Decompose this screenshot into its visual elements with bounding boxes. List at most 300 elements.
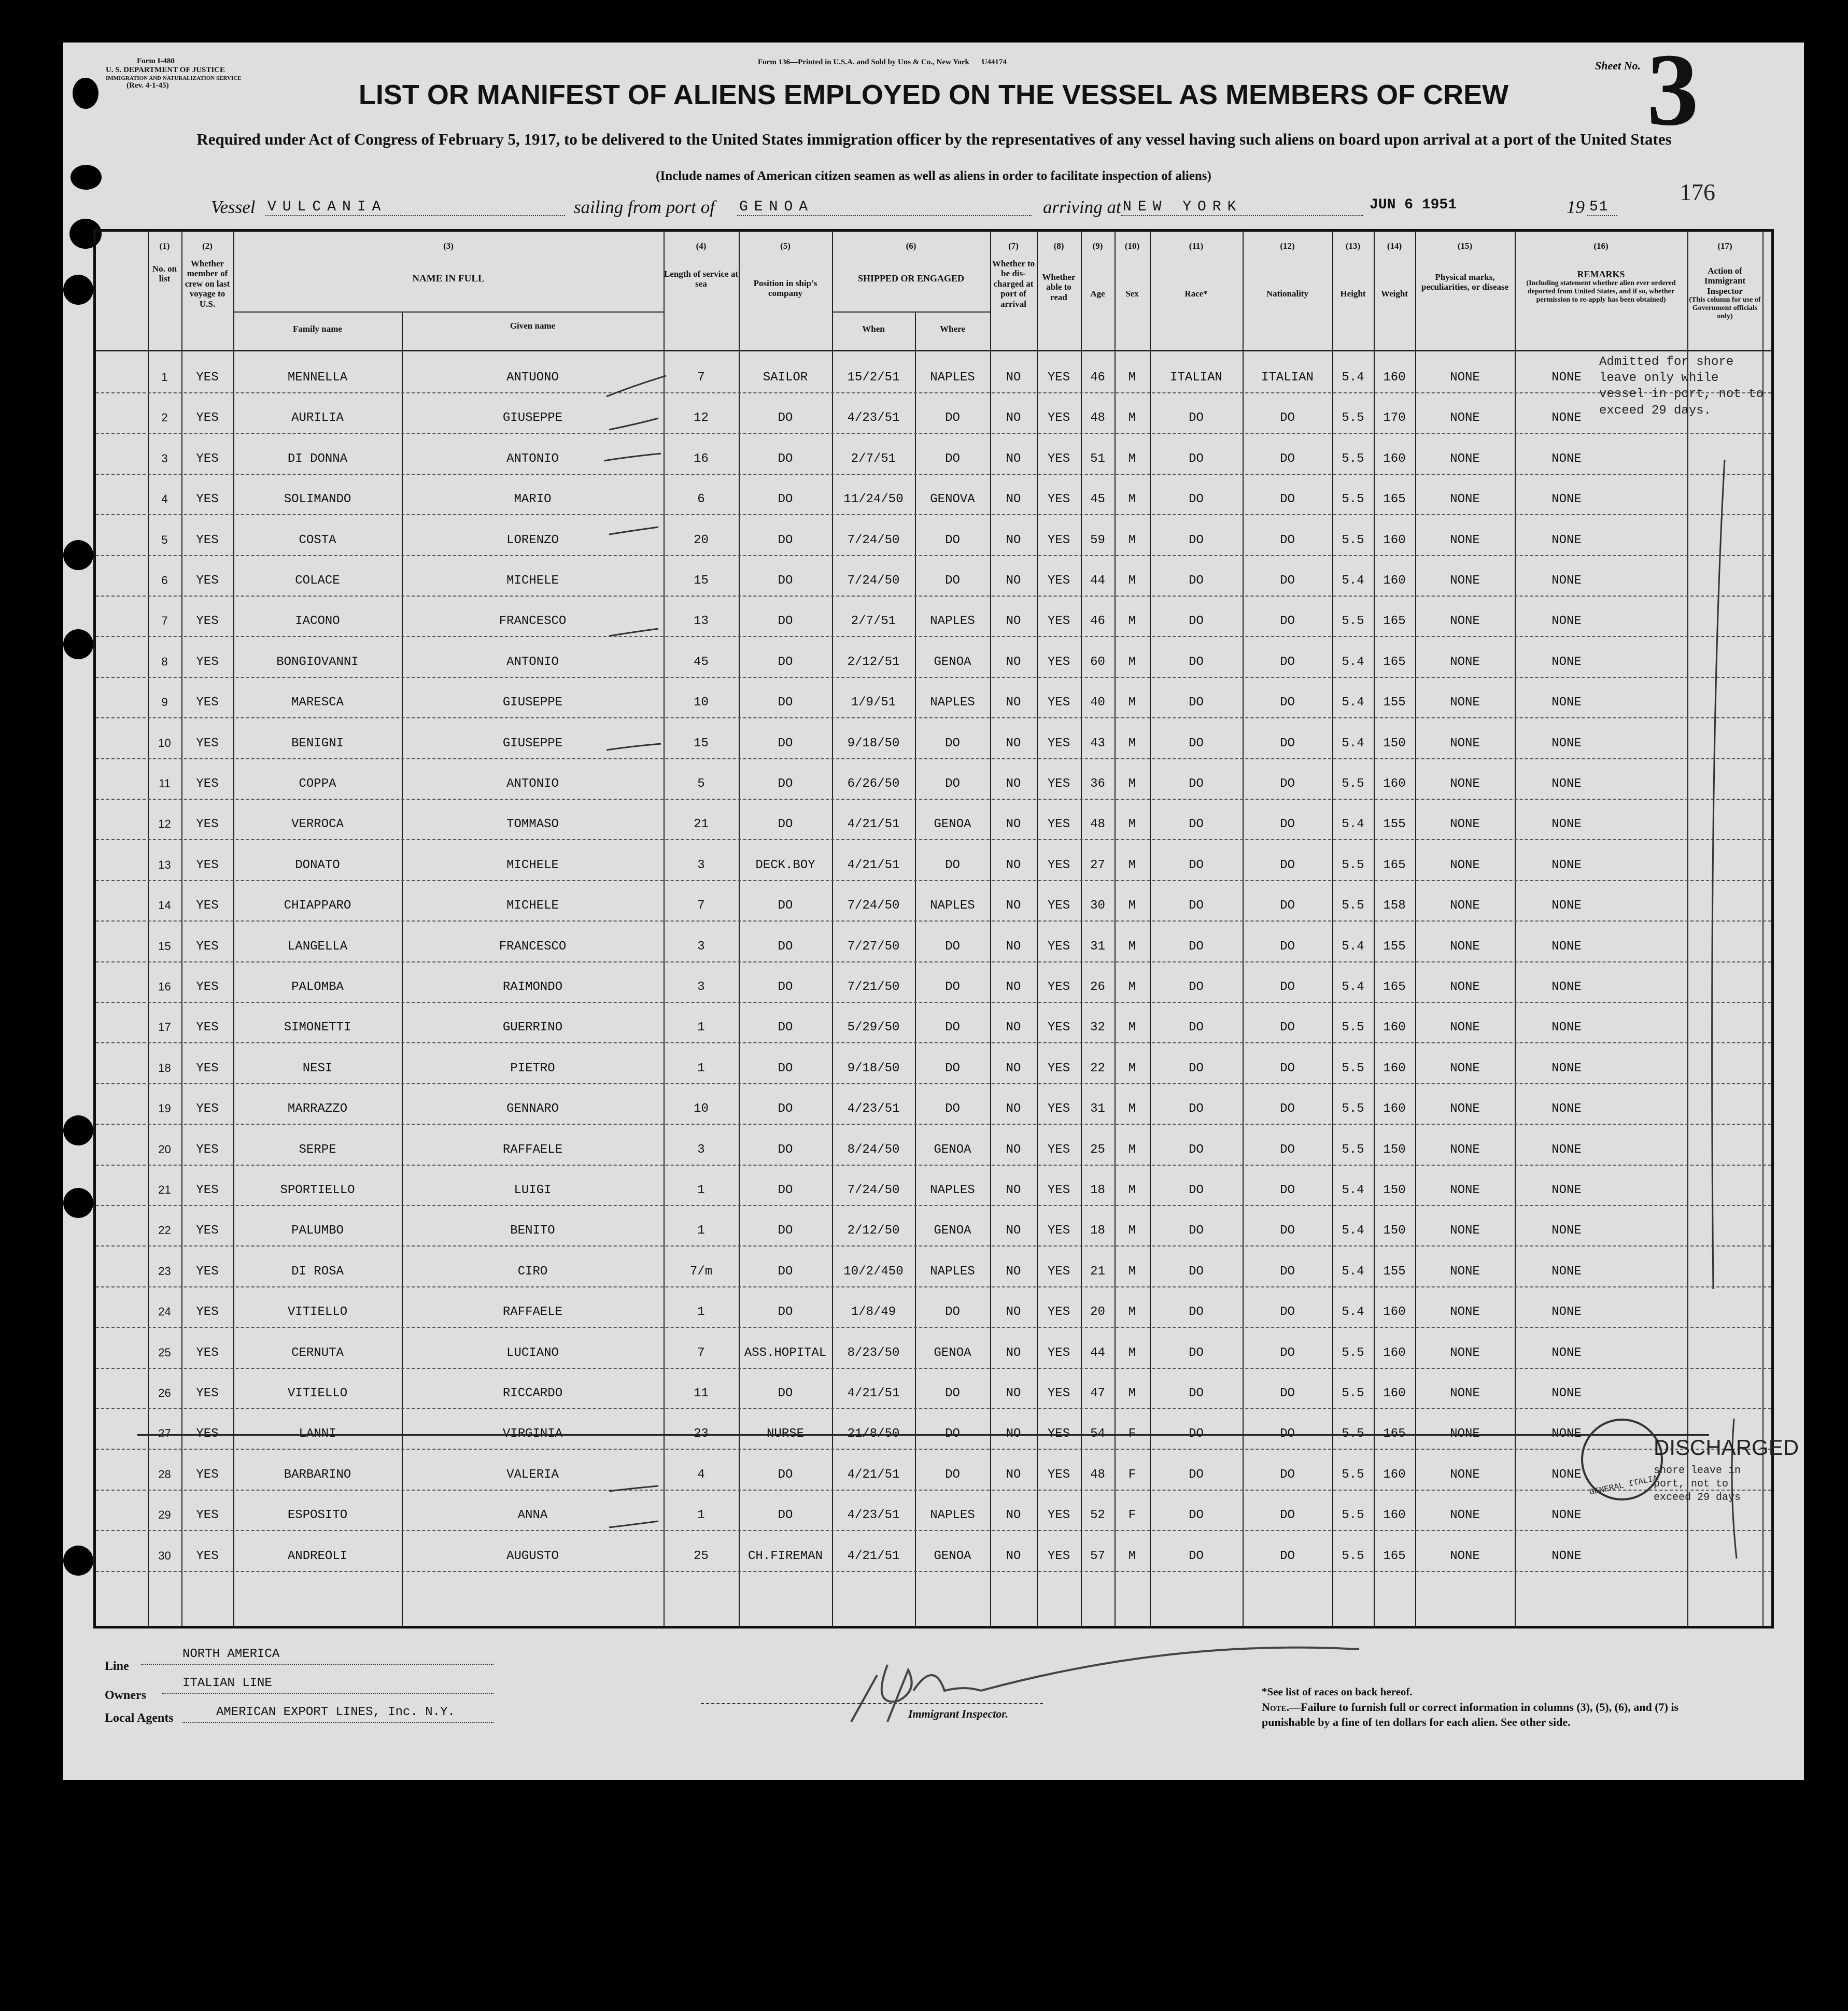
cell-sex: F <box>1128 1508 1136 1523</box>
cell-remarks: NONE <box>1551 614 1582 629</box>
cell-position: DO <box>778 1061 793 1075</box>
cell-row-number: 24 <box>158 1305 171 1319</box>
cell-race: DO <box>1189 858 1204 872</box>
cell-position: SAILOR <box>763 371 808 385</box>
cell-shipped-when: 11/24/50 <box>843 492 904 507</box>
cell-shipped-where: DO <box>945 1305 960 1320</box>
cell-race: DO <box>1189 1346 1204 1360</box>
cell-shipped-when: 9/18/50 <box>847 1061 900 1075</box>
col-12-header: (12) Nationality <box>1266 241 1309 299</box>
cell-age: 44 <box>1090 574 1105 588</box>
cell-nationality: DO <box>1280 1183 1295 1197</box>
cell-discharged: NO <box>1006 817 1021 832</box>
cell-shipped-when: 1/8/49 <box>851 1305 896 1320</box>
cell-given-name: MICHELE <box>506 899 559 913</box>
cell-remarks: NONE <box>1551 1386 1582 1400</box>
cell-nationality: DO <box>1280 939 1295 954</box>
col-9-header: (9) Age <box>1090 241 1105 299</box>
cell-shipped-when: 5/29/50 <box>847 1021 900 1035</box>
cell-last-voyage: YES <box>196 1102 219 1116</box>
cell-discharged: NO <box>1006 1142 1021 1157</box>
cell-given-name: MICHELE <box>506 858 559 872</box>
cell-service-length: 3 <box>697 858 705 872</box>
cell-shipped-when: 7/24/50 <box>847 899 900 913</box>
cell-service-length: 11 <box>694 1386 709 1400</box>
cell-remarks: NONE <box>1551 1508 1582 1523</box>
cell-weight: 165 <box>1383 1427 1406 1441</box>
cell-row-number: 28 <box>158 1467 171 1481</box>
cell-remarks: NONE <box>1551 1467 1582 1482</box>
cell-position: DO <box>778 1508 793 1523</box>
cell-family-name: PALUMBO <box>291 1224 344 1238</box>
cell-service-length: 15 <box>694 574 709 588</box>
cell-race: DO <box>1189 1142 1204 1157</box>
cell-last-voyage: YES <box>196 1183 219 1197</box>
cell-given-name: GIUSEPPE <box>502 411 563 426</box>
cell-family-name: BENIGNI <box>291 736 344 750</box>
cell-shipped-when: 4/21/51 <box>847 817 900 832</box>
cell-height: 5.5 <box>1342 1467 1364 1482</box>
cell-shipped-where: GENOA <box>934 1224 971 1238</box>
cell-discharged: NO <box>1006 899 1021 913</box>
cell-weight: 165 <box>1383 980 1406 994</box>
cell-last-voyage: YES <box>196 1508 219 1523</box>
cell-shipped-where: DO <box>945 1102 960 1116</box>
cell-service-length: 1 <box>697 1021 705 1035</box>
cell-race: DO <box>1189 736 1204 750</box>
cell-given-name: FRANCESCO <box>499 939 567 954</box>
cell-shipped-when: 9/18/50 <box>847 736 900 750</box>
cell-nationality: DO <box>1280 1386 1295 1400</box>
cell-family-name: SERPE <box>299 1142 336 1157</box>
races-note: *See list of races on back hereof. <box>1262 1686 1413 1698</box>
col-11-header: (11) Race* <box>1184 241 1208 299</box>
cell-physical-marks: NONE <box>1450 1264 1480 1279</box>
cell-discharged: NO <box>1006 1061 1021 1075</box>
cell-height: 5.5 <box>1342 533 1364 547</box>
cell-shipped-when: 21/8/50 <box>847 1427 900 1441</box>
cell-discharged: NO <box>1006 1549 1021 1563</box>
cell-physical-marks: NONE <box>1450 817 1480 832</box>
seal-text: GENERAL ITALIA <box>1588 1474 1659 1497</box>
cell-shipped-where: GENOA <box>934 655 971 669</box>
revision: (Rev. 4-1-45) <box>126 81 169 90</box>
cell-weight: 150 <box>1383 736 1406 750</box>
cell-weight: 165 <box>1383 492 1406 507</box>
cell-able-to-read: YES <box>1047 1467 1070 1482</box>
cell-service-length: 1 <box>697 1305 705 1320</box>
cell-race: DO <box>1189 411 1204 426</box>
cell-nationality: DO <box>1280 696 1295 710</box>
cell-service-length: 25 <box>694 1549 709 1563</box>
cell-height: 5.4 <box>1342 980 1364 994</box>
cell-sex: M <box>1128 899 1136 913</box>
cell-family-name: AURILIA <box>291 411 344 426</box>
cell-last-voyage: YES <box>196 1427 219 1441</box>
cell-physical-marks: NONE <box>1450 614 1480 629</box>
cell-physical-marks: NONE <box>1450 1549 1480 1563</box>
cell-age: 46 <box>1090 371 1105 385</box>
cell-remarks: NONE <box>1551 1305 1582 1320</box>
cell-age: 31 <box>1090 939 1105 954</box>
manifest-title: LIST OR MANIFEST OF ALIENS EMPLOYED ON THE VESSEL AS MEMBERS OF CREW <box>358 79 1509 110</box>
line-label: Line <box>105 1660 129 1673</box>
cell-last-voyage: YES <box>196 492 219 507</box>
cell-shipped-where: DO <box>945 858 960 872</box>
cell-height: 5.5 <box>1342 1508 1364 1523</box>
cell-shipped-when: 4/23/51 <box>847 411 900 426</box>
cell-able-to-read: YES <box>1047 777 1070 791</box>
cell-remarks: NONE <box>1551 533 1582 547</box>
cell-able-to-read: YES <box>1047 899 1070 913</box>
cell-family-name: MARESCA <box>291 696 344 710</box>
col-17-header: (17) Action of Immigrant Inspector (This column for use of Government officials only) <box>1689 241 1761 321</box>
cell-last-voyage: YES <box>196 451 219 466</box>
cell-given-name: ANNA <box>517 1508 548 1523</box>
cell-age: 57 <box>1090 1549 1105 1563</box>
cell-shipped-when: 4/21/51 <box>847 858 900 872</box>
cell-able-to-read: YES <box>1047 1183 1070 1197</box>
cell-race: DO <box>1189 1305 1204 1320</box>
cell-physical-marks: NONE <box>1450 777 1480 791</box>
cell-discharged: NO <box>1006 1102 1021 1116</box>
cell-remarks: NONE <box>1551 1346 1582 1360</box>
cell-nationality: DO <box>1280 777 1295 791</box>
cell-discharged: NO <box>1006 614 1021 629</box>
cell-age: 25 <box>1090 1142 1105 1157</box>
cell-physical-marks: NONE <box>1450 451 1480 466</box>
cell-remarks: NONE <box>1551 411 1582 426</box>
cell-shipped-where: NAPLES <box>930 899 975 913</box>
manifest-instruction: (Include names of American citizen seamen as well as aliens in order to facilitate inspection of aliens) <box>656 169 1211 183</box>
cell-shipped-where: DO <box>945 451 960 466</box>
cell-position: DO <box>778 1305 793 1320</box>
col-5-header: (5) Position in ship's company <box>753 241 817 299</box>
cell-shipped-where: GENOVA <box>930 492 975 507</box>
cell-physical-marks: NONE <box>1450 858 1480 872</box>
cell-remarks: NONE <box>1551 696 1582 710</box>
cell-discharged: NO <box>1006 492 1021 507</box>
cell-able-to-read: YES <box>1047 696 1070 710</box>
cell-given-name: RAFFAELE <box>502 1142 563 1157</box>
cell-nationality: DO <box>1280 1346 1295 1360</box>
cell-discharged: NO <box>1006 696 1021 710</box>
cell-sex: M <box>1128 451 1136 466</box>
line-value: NORTH AMERICA <box>182 1647 280 1661</box>
cell-age: 54 <box>1090 1427 1105 1441</box>
col-6b-header: Where <box>940 324 965 334</box>
cell-family-name: VITIELLO <box>287 1305 348 1320</box>
cell-shipped-where: DO <box>945 1061 960 1075</box>
cell-given-name: RICCARDO <box>502 1386 563 1400</box>
cell-shipped-where: DO <box>945 411 960 426</box>
cell-physical-marks: NONE <box>1450 1386 1480 1400</box>
cell-position: DO <box>778 1183 793 1197</box>
arrival-date-stamp: JUN 6 1951 <box>1370 197 1457 213</box>
cell-physical-marks: NONE <box>1450 574 1480 588</box>
cell-discharged: NO <box>1006 1305 1021 1320</box>
cell-shipped-when: 7/27/50 <box>847 939 900 954</box>
cell-position: DO <box>778 899 793 913</box>
cell-sex: M <box>1128 777 1136 791</box>
cell-shipped-where: DO <box>945 736 960 750</box>
cell-discharged: NO <box>1006 533 1021 547</box>
cell-last-voyage: YES <box>196 1021 219 1035</box>
agents-value: AMERICAN EXPORT LINES, Inc. N.Y. <box>216 1705 455 1719</box>
cell-sex: M <box>1128 1142 1136 1157</box>
cell-last-voyage: YES <box>196 1549 219 1563</box>
cell-family-name: CERNUTA <box>291 1346 344 1360</box>
cell-discharged: NO <box>1006 451 1021 466</box>
cell-service-length: 1 <box>697 1061 705 1075</box>
cell-position: DO <box>778 1102 793 1116</box>
cell-given-name: FRANCESCO <box>499 614 567 629</box>
cell-able-to-read: YES <box>1047 939 1070 954</box>
cell-family-name: LANGELLA <box>287 939 348 954</box>
cell-service-length: 7 <box>697 1346 705 1360</box>
cell-remarks: NONE <box>1551 1264 1582 1279</box>
cell-able-to-read: YES <box>1047 614 1070 629</box>
col-2-header: (2) Whether member of crew on last voyage to U.S. <box>185 241 230 309</box>
cell-age: 47 <box>1090 1386 1105 1400</box>
cell-weight: 170 <box>1383 411 1406 426</box>
cell-sex: M <box>1128 533 1136 547</box>
cell-row-number: 29 <box>158 1508 171 1522</box>
cell-last-voyage: YES <box>196 411 219 426</box>
cell-nationality: DO <box>1280 1427 1295 1441</box>
cell-age: 40 <box>1090 696 1105 710</box>
cell-sex: M <box>1128 1386 1136 1400</box>
cell-weight: 160 <box>1383 1102 1406 1116</box>
cell-age: 22 <box>1090 1061 1105 1075</box>
cell-discharged: NO <box>1006 736 1021 750</box>
cell-height: 5.5 <box>1342 492 1364 507</box>
year-value: 51 <box>1587 199 1617 216</box>
punch-hole <box>63 1546 93 1576</box>
cell-shipped-when: 1/9/51 <box>851 696 896 710</box>
cell-age: 46 <box>1090 614 1105 629</box>
cell-position: DO <box>778 939 793 954</box>
cell-shipped-where: DO <box>945 574 960 588</box>
cell-row-number: 5 <box>161 533 168 546</box>
cell-family-name: COSTA <box>299 533 336 547</box>
cell-age: 18 <box>1090 1183 1105 1197</box>
cell-height: 5.4 <box>1342 696 1364 710</box>
cell-physical-marks: NONE <box>1450 899 1480 913</box>
col-14-header: (14) Weight <box>1381 241 1408 299</box>
sheet-label: Sheet No. <box>1595 59 1641 72</box>
cell-physical-marks: NONE <box>1450 939 1480 954</box>
cell-shipped-where: GENOA <box>934 1142 971 1157</box>
cell-discharged: NO <box>1006 939 1021 954</box>
cell-weight: 155 <box>1383 939 1406 954</box>
cell-row-number: 7 <box>161 614 168 628</box>
cell-service-length: 12 <box>694 411 709 426</box>
cell-weight: 155 <box>1383 1264 1406 1279</box>
cell-discharged: NO <box>1006 1427 1021 1441</box>
cell-shipped-when: 4/23/51 <box>847 1102 900 1116</box>
cell-height: 5.5 <box>1342 451 1364 466</box>
cell-age: 32 <box>1090 1021 1105 1035</box>
cell-row-number: 21 <box>158 1183 171 1196</box>
cell-weight: 150 <box>1383 1183 1406 1197</box>
cell-shipped-where: DO <box>945 1386 960 1400</box>
cell-race: DO <box>1189 451 1204 466</box>
col-13-header: (13) Height <box>1340 241 1366 299</box>
cell-service-length: 15 <box>694 736 709 750</box>
cell-family-name: SPORTIELLO <box>280 1183 355 1197</box>
cell-shipped-where: NAPLES <box>930 614 975 629</box>
cell-family-name: BONGIOVANNI <box>276 655 359 669</box>
cell-service-length: 45 <box>694 655 709 669</box>
cell-discharged: NO <box>1006 1386 1021 1400</box>
cell-sex: M <box>1128 1549 1136 1563</box>
cell-given-name: ANTONIO <box>506 451 559 466</box>
cell-nationality: DO <box>1280 614 1295 629</box>
cell-given-name: GENNARO <box>506 1102 559 1116</box>
cell-nationality: DO <box>1280 980 1295 994</box>
vessel-label: Vessel <box>211 197 256 217</box>
cell-physical-marks: NONE <box>1450 411 1480 426</box>
col-6a-header: When <box>862 324 885 334</box>
cell-given-name: GIUSEPPE <box>502 736 563 750</box>
cell-race: DO <box>1189 777 1204 791</box>
cell-age: 48 <box>1090 817 1105 832</box>
cell-height: 5.4 <box>1342 817 1364 832</box>
cell-last-voyage: YES <box>196 1224 219 1238</box>
cell-nationality: DO <box>1280 1021 1295 1035</box>
cell-service-length: 1 <box>697 1224 705 1238</box>
cell-race: DO <box>1189 1264 1204 1279</box>
cell-row-number: 12 <box>158 817 171 831</box>
cell-last-voyage: YES <box>196 1386 219 1400</box>
cell-remarks: NONE <box>1551 1021 1582 1035</box>
cell-discharged: NO <box>1006 1021 1021 1035</box>
cell-service-length: 10 <box>694 696 709 710</box>
arriving-port: NEW YORK <box>1121 199 1363 216</box>
cell-nationality: DO <box>1280 858 1295 872</box>
cell-age: 43 <box>1090 736 1105 750</box>
cell-row-number: 26 <box>158 1386 171 1399</box>
cell-position: DO <box>778 1224 793 1238</box>
cell-able-to-read: YES <box>1047 1305 1070 1320</box>
cell-race: DO <box>1189 817 1204 832</box>
cell-row-number: 19 <box>158 1102 171 1115</box>
cell-last-voyage: YES <box>196 1061 219 1075</box>
cell-able-to-read: YES <box>1047 371 1070 385</box>
cell-able-to-read: YES <box>1047 858 1070 872</box>
cell-shipped-where: NAPLES <box>930 1264 975 1279</box>
cell-race: DO <box>1189 696 1204 710</box>
cell-weight: 165 <box>1383 1549 1406 1563</box>
owners-label: Owners <box>105 1689 146 1702</box>
col-15-header: (15) Physical marks, peculiarities, or disease <box>1421 241 1509 292</box>
cell-physical-marks: NONE <box>1450 1061 1480 1075</box>
cell-shipped-when: 10/2/450 <box>843 1264 904 1279</box>
cell-height: 5.4 <box>1342 1264 1364 1279</box>
cell-position: NURSE <box>766 1427 804 1441</box>
cell-able-to-read: YES <box>1047 1386 1070 1400</box>
cell-weight: 160 <box>1383 1346 1406 1360</box>
cell-height: 5.5 <box>1342 614 1364 629</box>
cell-sex: M <box>1128 980 1136 994</box>
cell-nationality: ITALIAN <box>1261 371 1314 385</box>
cell-row-number: 2 <box>161 411 168 424</box>
cell-row-number: 1 <box>161 371 168 384</box>
cell-given-name: BENITO <box>510 1224 555 1238</box>
punch-hole <box>63 629 93 659</box>
cell-last-voyage: YES <box>196 817 219 832</box>
cell-sex: M <box>1128 492 1136 507</box>
cell-shipped-where: GENOA <box>934 1346 971 1360</box>
cell-family-name: ANDREOLI <box>287 1549 348 1563</box>
cell-age: 52 <box>1090 1508 1105 1523</box>
cell-family-name: MENNELLA <box>287 371 348 385</box>
cell-nationality: DO <box>1280 1549 1295 1563</box>
cell-service-length: 21 <box>694 817 709 832</box>
cell-physical-marks: NONE <box>1450 533 1480 547</box>
cell-weight: 160 <box>1383 451 1406 466</box>
cell-remarks: NONE <box>1551 574 1582 588</box>
cell-family-name: DI ROSA <box>291 1264 344 1279</box>
cell-row-number: 14 <box>158 899 171 912</box>
cell-race: DO <box>1189 614 1204 629</box>
cell-able-to-read: YES <box>1047 574 1070 588</box>
cell-discharged: NO <box>1006 980 1021 994</box>
cell-weight: 160 <box>1383 777 1406 791</box>
cell-last-voyage: YES <box>196 736 219 750</box>
cell-sex: M <box>1128 1264 1136 1279</box>
cell-sex: M <box>1128 1183 1136 1197</box>
cell-able-to-read: YES <box>1047 451 1070 466</box>
punch-hole <box>63 275 93 305</box>
shore-leave-note-2: shore leave in port, not to exceed 29 days <box>1654 1465 1741 1504</box>
cell-nationality: DO <box>1280 1142 1295 1157</box>
printer-text: Form 136—Printed in U.S.A. and Sold by Uns & Co., New York <box>758 58 969 66</box>
cell-sex: M <box>1128 1102 1136 1116</box>
discharged-stamp: DISCHARGED <box>1654 1435 1799 1460</box>
cell-discharged: NO <box>1006 371 1021 385</box>
cell-shipped-where: DO <box>945 1467 960 1482</box>
cell-last-voyage: YES <box>196 655 219 669</box>
cell-height: 5.5 <box>1342 858 1364 872</box>
cell-family-name: MARRAZZO <box>287 1102 348 1116</box>
cell-shipped-where: DO <box>945 1427 960 1441</box>
cell-remarks: NONE <box>1551 1549 1582 1563</box>
cell-height: 5.5 <box>1342 899 1364 913</box>
cell-position: DO <box>778 1467 793 1482</box>
cell-able-to-read: YES <box>1047 1224 1070 1238</box>
cell-position: ASS.HOPITAL <box>744 1346 827 1360</box>
cell-height: 5.5 <box>1342 1021 1364 1035</box>
col-10-header: (10) Sex <box>1124 241 1140 299</box>
cell-nationality: DO <box>1280 899 1295 913</box>
cell-shipped-where: DO <box>945 939 960 954</box>
cell-age: 20 <box>1090 1305 1105 1320</box>
cell-remarks: NONE <box>1551 817 1582 832</box>
cell-family-name: COPPA <box>299 777 336 791</box>
cell-family-name: PALOMBA <box>291 980 344 994</box>
cell-service-length: 7 <box>697 899 705 913</box>
cell-given-name: VALERIA <box>506 1467 559 1482</box>
cell-position: DO <box>778 1264 793 1279</box>
cell-race: DO <box>1189 1102 1204 1116</box>
col-16-header: (16) REMARKS (Including statement whether alien ever ordered deported from United States, and if so, whether permission to re-apply has been obtained) <box>1526 241 1676 304</box>
cell-weight: 158 <box>1383 899 1406 913</box>
cell-race: DO <box>1189 1061 1204 1075</box>
cell-remarks: NONE <box>1551 777 1582 791</box>
cell-able-to-read: YES <box>1047 1264 1070 1279</box>
